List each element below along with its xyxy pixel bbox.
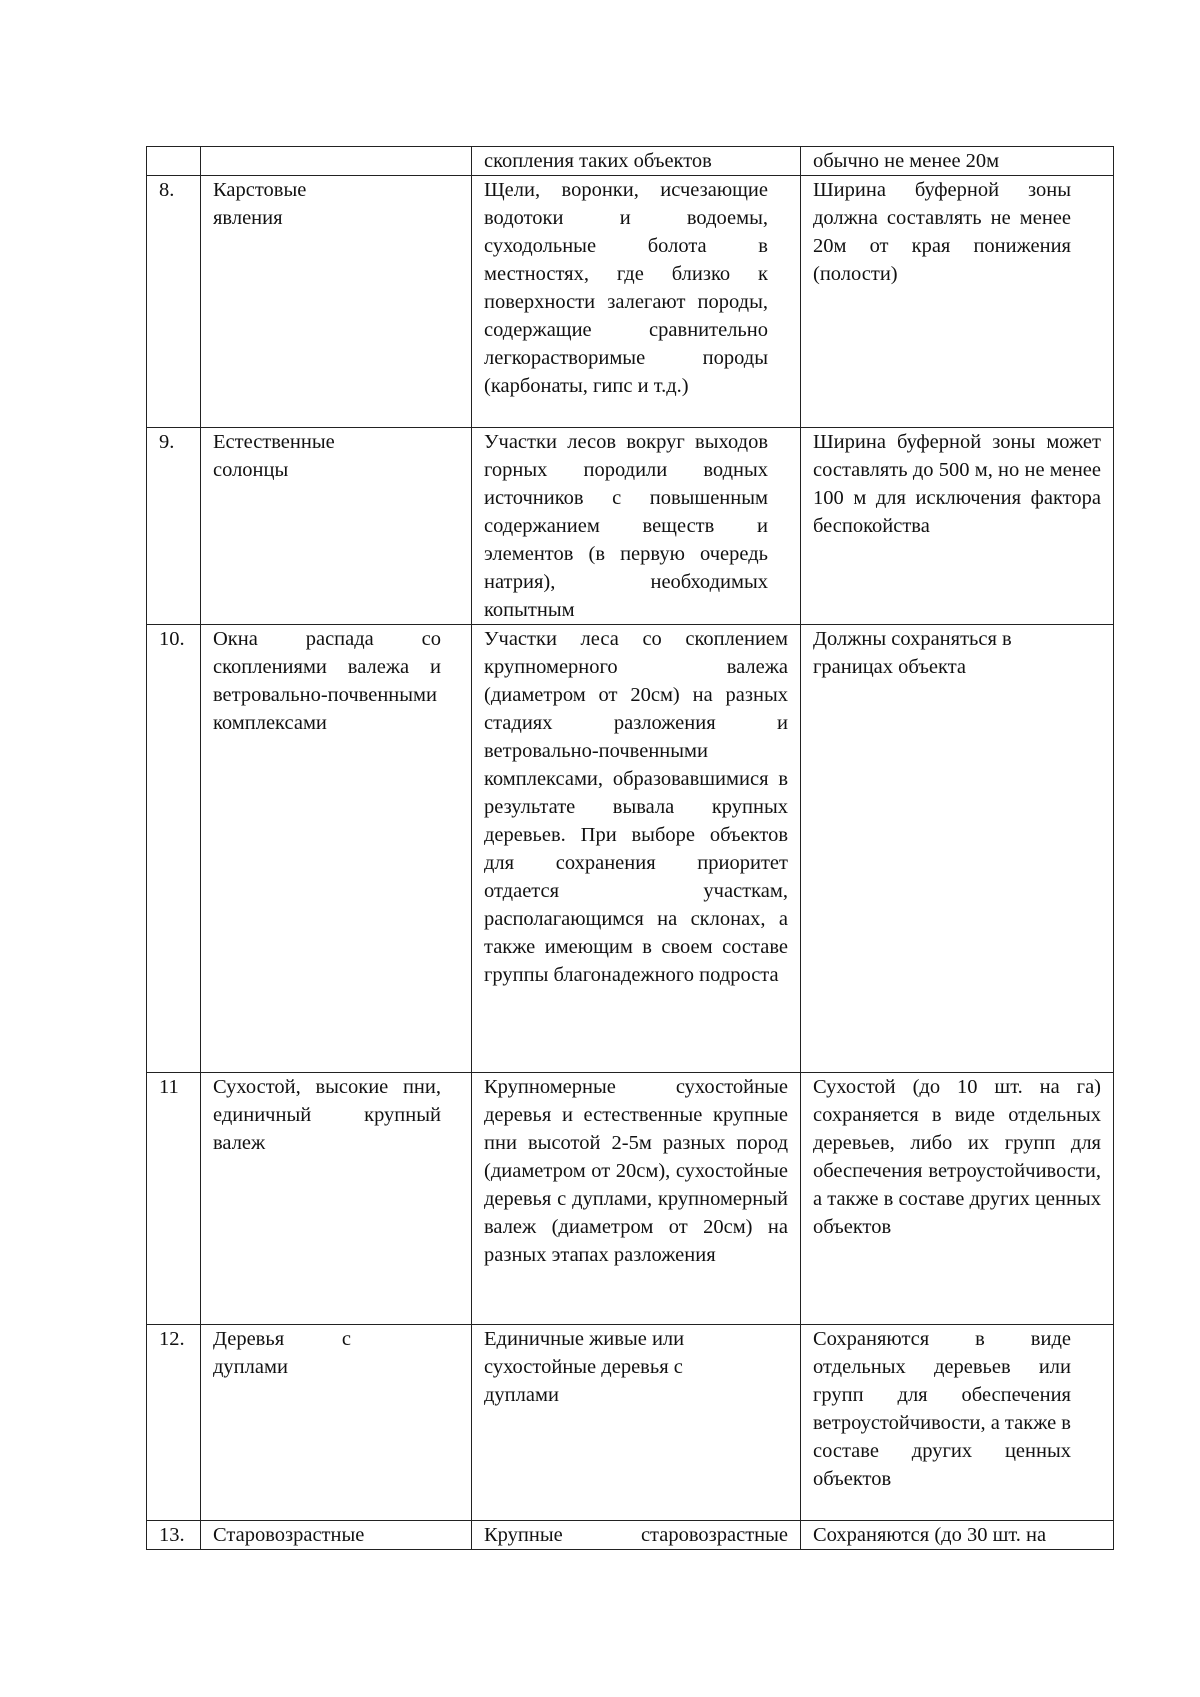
row-number-cell: 13. <box>147 1521 201 1550</box>
object-name-cell: Окна распада со скоплениями валежа и ветровально-почвенными комплексами <box>201 625 472 1073</box>
object-description-cell: Крупномерные сухостойные деревья и естественные крупные пни высотой 2-5м разных пород (диаметром от 20см), сухостойные деревья с дуплами, крупномерный валеж (диаметром от 20см) на разных этапах разложения <box>472 1073 801 1325</box>
preservation-note-cell: Сохраняются в виде отдельных деревьев или групп для обеспечения ветроустойчивости, а также в составе других ценных объектов <box>801 1325 1114 1521</box>
table-row <box>147 1073 1114 1325</box>
object-description-cell: Участки лесов вокруг выходов горных породили водных источников с повышенным содержанием веществ и элементов (в первую очередь натрия), необходимых копытным <box>472 428 801 625</box>
preservation-note-cell: Ширина буферной зоны должна составлять не менее 20м от края понижения (полости) <box>801 176 1114 428</box>
table-row <box>147 147 1114 176</box>
preservation-note-cell: Должны сохраняться в границах объекта <box>801 625 1114 1073</box>
object-name-cell: Деревья с дуплами <box>201 1325 472 1521</box>
preservation-note-cell: Ширина буферной зоны может составлять до 500 м, но не менее 100 м для исключения фактора беспокойства <box>801 428 1114 625</box>
object-name-cell <box>201 147 472 176</box>
table-row <box>147 1325 1114 1521</box>
object-name-cell: Карстовые явления <box>201 176 472 428</box>
object-description-cell: скопления таких объектов <box>472 147 801 176</box>
row-number-cell: 10. <box>147 625 201 1073</box>
row-number-cell <box>147 147 201 176</box>
table-row <box>147 176 1114 428</box>
preservation-note-cell: обычно не менее 20м <box>801 147 1114 176</box>
row-number-cell: 8. <box>147 176 201 428</box>
table-row <box>147 625 1114 1073</box>
row-number-cell: 9. <box>147 428 201 625</box>
preservation-note-cell: Сухостой (до 10 шт. на га) сохраняется в виде отдельных деревьев, либо их групп для обеспечения ветроустойчивости, а также в составе других ценных объектов <box>801 1073 1114 1325</box>
object-description-cell: Участки леса со скоплением крупномерного валежа (диаметром от 20см) на разных стадиях разложения и ветровально-почвенными комплексами, образовавшимися в результате вывала крупных деревьев. При выборе объектов для сохранения приоритет отдается участкам, располагающимся на склонах, а также имеющим в своем составе группы благонадежного подроста <box>472 625 801 1073</box>
object-description-cell: Крупные старовозрастные <box>472 1521 801 1550</box>
object-name-cell: Сухостой, высокие пни, единичный крупный валеж <box>201 1073 472 1325</box>
object-name-cell: Естественные солонцы <box>201 428 472 625</box>
object-description-cell: Единичные живые или сухостойные деревья с дуплами <box>472 1325 801 1521</box>
object-name-cell: Старовозрастные <box>201 1521 472 1550</box>
row-number-cell: 11 <box>147 1073 201 1325</box>
objects-table <box>146 146 1114 1550</box>
object-description-cell: Щели, воронки, исчезающие водотоки и водоемы, суходольные болота в местностях, где близко к поверхности залегают породы, содержащие сравнительно легкорастворимые породы (карбонаты, гипс и т.д.) <box>472 176 801 428</box>
row-number-cell: 12. <box>147 1325 201 1521</box>
table-row <box>147 428 1114 625</box>
table-row <box>147 1521 1114 1550</box>
preservation-note-cell: Сохраняются (до 30 шт. на <box>801 1521 1114 1550</box>
